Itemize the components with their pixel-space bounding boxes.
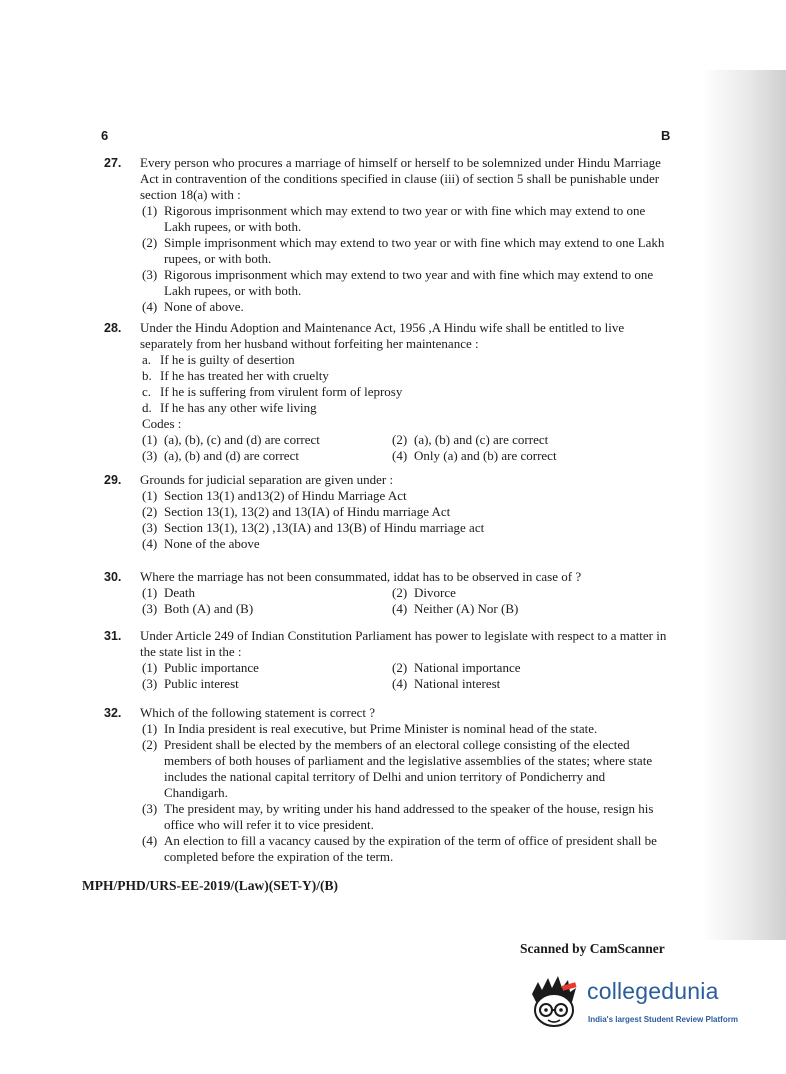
- option-number: (2): [142, 737, 158, 752]
- option-number: (4): [392, 601, 408, 616]
- statement-text: If he is suffering from virulent form of leprosy: [160, 384, 403, 399]
- option-4: [392, 601, 642, 617]
- options-grid: [142, 585, 670, 617]
- option-number: (1): [142, 721, 158, 736]
- option-number: (2): [142, 504, 158, 519]
- brand-tagline: India's largest Student Review Platform: [588, 1015, 738, 1024]
- option-number: (4): [392, 448, 408, 463]
- question-number: 27.: [104, 156, 122, 170]
- question-number: 29.: [104, 473, 122, 487]
- question-text: Grounds for judicial separation are given under :: [140, 472, 394, 487]
- option-number: (3): [142, 676, 158, 691]
- option-text: None of above.: [164, 299, 244, 314]
- scanned-by-label: Scanned by CamScanner: [520, 941, 665, 956]
- option-4: [142, 536, 670, 552]
- question-number: 32.: [104, 706, 122, 720]
- option-1: [142, 488, 670, 504]
- option-text: Death: [164, 585, 196, 600]
- option-2: [142, 235, 670, 267]
- question-31: [104, 628, 670, 692]
- option-number: (2): [392, 660, 408, 675]
- statement-b: [142, 368, 670, 384]
- option-text: In India president is real executive, but Prime Minister is nominal head of the state.: [164, 721, 598, 736]
- option-text: National importance: [414, 660, 521, 675]
- option-number: (1): [142, 203, 158, 218]
- option-2: [142, 737, 670, 801]
- question-number: 30.: [104, 570, 122, 584]
- option-text: Section 13(1), 13(2) and 13(IA) of Hindu marriage Act: [164, 504, 451, 519]
- option-3: [142, 801, 670, 833]
- option-number: (4): [142, 833, 158, 848]
- option-1: [142, 660, 392, 676]
- option-4: [142, 833, 670, 865]
- question-28: [104, 320, 670, 464]
- question-27: [104, 155, 670, 315]
- option-3: [142, 520, 670, 536]
- option-2: [142, 504, 670, 520]
- code-4: [392, 448, 642, 464]
- brand-name: collegedunia: [587, 978, 719, 1004]
- option-number: (3): [142, 801, 158, 816]
- question-text: Every person who procures a marriage of himself or herself to be solemnized under Hindu Marriage Act in contravention of the conditions specified in clause (iii) of section 5 shall be punishable under section 18(a) with :: [140, 155, 661, 202]
- option-3: [142, 676, 392, 692]
- option-number: (2): [392, 585, 408, 600]
- codes-grid: [142, 432, 670, 464]
- statement-letter: c.: [142, 384, 152, 399]
- option-text: National interest: [414, 676, 501, 691]
- question-text: Under the Hindu Adoption and Maintenance Act, 1956 ,A Hindu wife shall be entitled to live separately from her husband without forfeiting her maintenance :: [140, 320, 625, 351]
- option-number: (3): [142, 601, 158, 616]
- question-text: Which of the following statement is correct ?: [140, 705, 376, 720]
- option-3: [142, 267, 670, 299]
- option-number: (1): [142, 585, 158, 600]
- option-text: An election to fill a vacancy caused by the expiration of the term of office of president shall be completed before the expiration of the term.: [164, 833, 657, 864]
- option-text: (a), (b), (c) and (d) are correct: [164, 432, 320, 447]
- option-text: Public interest: [164, 676, 239, 691]
- option-number: (3): [142, 448, 158, 463]
- mascot-icon: [524, 972, 586, 1042]
- option-3: [142, 601, 392, 617]
- option-text: President shall be elected by the members of an electoral college consisting of the elected members of both houses of parliament and the legislative assemblies of the states; where state includes the national capital territory of Delhi and union territory of Pondicherry and Chandigarh.: [164, 737, 653, 800]
- statement-a: [142, 352, 670, 368]
- option-4: [392, 676, 642, 692]
- codes-label: Codes :: [142, 416, 182, 431]
- option-number: (3): [142, 520, 158, 535]
- question-29: [104, 472, 670, 552]
- question-text: Under Article 249 of Indian Constitution Parliament has power to legislate with respect to a matter in the state list in the :: [140, 628, 667, 659]
- option-text: (a), (b) and (d) are correct: [164, 448, 299, 463]
- option-text: Only (a) and (b) are correct: [414, 448, 557, 463]
- page-number: 6: [101, 128, 109, 143]
- option-1: [142, 585, 392, 601]
- statement-letter: b.: [142, 368, 152, 383]
- question-number: 31.: [104, 629, 122, 643]
- option-text: None of the above: [164, 536, 260, 551]
- statement-text: If he has treated her with cruelty: [160, 368, 329, 383]
- paper-code: MPH/PHD/URS-EE-2019/(Law)(SET-Y)/(B): [82, 878, 338, 893]
- statement-c: [142, 384, 670, 400]
- option-text: Rigorous imprisonment which may extend to two year and with fine which may extend to one Lakh rupees, or with both.: [164, 267, 654, 298]
- option-number: (1): [142, 432, 158, 447]
- code-2: [392, 432, 642, 448]
- question-30: [104, 569, 670, 617]
- question-32: [104, 705, 670, 865]
- option-number: (2): [392, 432, 408, 447]
- option-number: (4): [142, 299, 158, 314]
- option-text: The president may, by writing under his hand addressed to the speaker of the house, resign his office who will refer it to vice president.: [164, 801, 654, 832]
- option-2: [392, 660, 642, 676]
- option-text: Section 13(1) and13(2) of Hindu Marriage Act: [164, 488, 407, 503]
- option-number: (4): [142, 536, 158, 551]
- scan-page-edge-shadow: [702, 70, 786, 940]
- statement-d: [142, 400, 670, 416]
- set-label: B: [661, 128, 671, 143]
- option-text: Neither (A) Nor (B): [414, 601, 519, 616]
- option-text: Rigorous imprisonment which may extend to two year or with fine which may extend to one Lakh rupees, or with both.: [164, 203, 646, 234]
- option-text: Simple imprisonment which may extend to two year or with fine which may extend to one Lakh rupees, or with both.: [164, 235, 665, 266]
- statement-text: If he has any other wife living: [160, 400, 317, 415]
- option-text: Divorce: [414, 585, 456, 600]
- option-text: Both (A) and (B): [164, 601, 254, 616]
- option-number: (1): [142, 660, 158, 675]
- option-number: (4): [392, 676, 408, 691]
- question-number: 28.: [104, 321, 122, 335]
- collegedunia-logo: [524, 972, 764, 1042]
- option-1: [142, 203, 670, 235]
- option-number: (2): [142, 235, 158, 250]
- code-1: [142, 432, 392, 448]
- option-1: [142, 721, 670, 737]
- option-text: Public importance: [164, 660, 259, 675]
- option-2: [392, 585, 642, 601]
- option-text: Section 13(1), 13(2) ,13(IA) and 13(B) of Hindu marriage act: [164, 520, 485, 535]
- options-grid: [142, 660, 670, 692]
- option-4: [142, 299, 670, 315]
- option-number: (3): [142, 267, 158, 282]
- option-number: (1): [142, 488, 158, 503]
- statement-text: If he is guilty of desertion: [160, 352, 295, 367]
- question-text: Where the marriage has not been consummated, iddat has to be observed in case of ?: [140, 569, 582, 584]
- statement-letter: d.: [142, 400, 152, 415]
- code-3: [142, 448, 392, 464]
- statement-letter: a.: [142, 352, 152, 367]
- option-text: (a), (b) and (c) are correct: [414, 432, 549, 447]
